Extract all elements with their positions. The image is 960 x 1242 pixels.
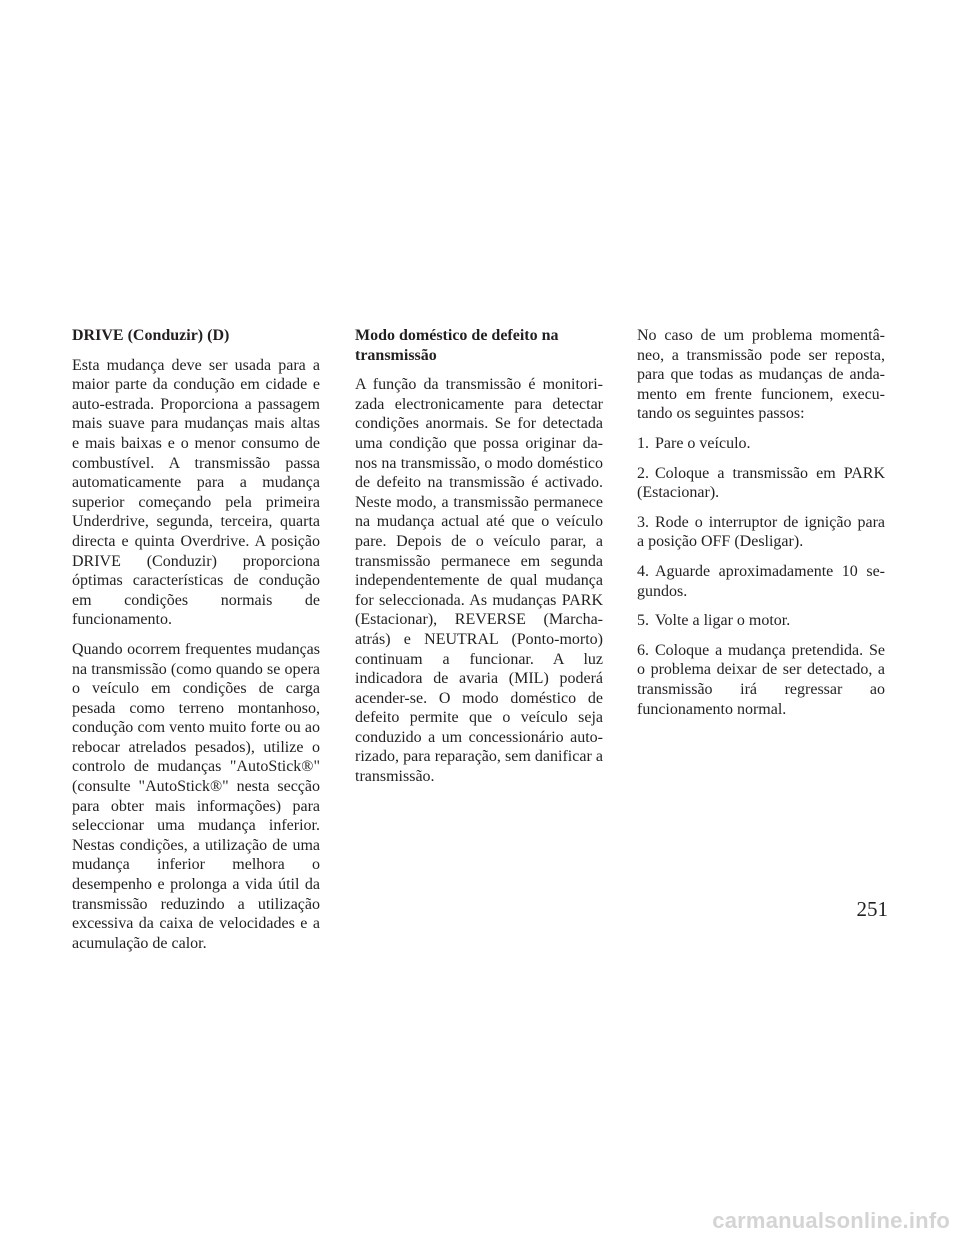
step-item <box>637 641 885 719</box>
drive-paragraph: Esta mudança deve ser usada para a maior parte da condução em cidade e auto-estrada. Proporciona a passagem mais suave para mudanças mais altas e mais baixas e o menor consumo de combustível. A transmissão passa automaticamente para a mudança superior começando pela primeira Underdrive, segunda, terceira, quarta directa e quinta Overdrive. A posição DRIVE (Conduzir) proporciona óptimas características de condução em condições normais de funcionamento. <box>72 356 320 629</box>
step-item <box>637 464 885 503</box>
step-item <box>637 434 885 454</box>
step-text: Coloque a mudança pretendida. Se o problema deixar de ser detectado, a transmissão irá regressar ao funcionamento normal. <box>637 641 885 718</box>
step-text: Pare o veículo. <box>655 434 751 452</box>
watermark-logo[interactable]: carmanualsonline.info <box>712 1208 950 1233</box>
step-text: Volte a ligar o motor. <box>655 612 791 630</box>
left-column <box>72 326 320 963</box>
step-item <box>637 611 885 631</box>
step-item <box>637 562 885 601</box>
step-number: 3. <box>637 513 649 531</box>
step-text: Coloque a transmissão em PARK (Estacionar). <box>637 464 885 502</box>
middle-column <box>355 326 603 797</box>
right-column <box>637 326 885 729</box>
reset-intro-paragraph: No caso de um problema momentâneo, a transmissão pode ser reposta, para que todas as mudanças de andamento em frente funcionem, executando os seguintes passos: <box>637 327 885 423</box>
limp-home-paragraph: A função da transmissão é monitorizada electronicamente para detectar condições anormais. Se for detectada uma condição que possa originar danos na transmissão, o modo doméstico de defeito na transmissão é activado. Neste modo, a transmissão permanece na mudança actual até que o veículo pare. Depois de o veículo parar, a transmissão permanece em segunda independentemente de qual mudança for seleccionada. As mudanças PARK (Estacionar), REVERSE (Marcha-atrás) e NEUTRAL (Ponto-morto) continuam a funcionar. A luz indicadora de avaria (MIL) poderá acender-se. O modo doméstico de defeito permite que o veículo seja conduzido a um concessionário autorizado, para reparação, sem danificar a transmissão. <box>355 376 603 786</box>
limp-home-heading: Modo doméstico de defeito na transmissão <box>355 327 559 364</box>
step-number: 1. <box>637 434 649 452</box>
step-number: 4. <box>637 562 649 580</box>
step-number: 6. <box>637 641 649 659</box>
step-number: 2. <box>637 464 649 482</box>
autostick-paragraph: Quando ocorrem frequentes mudanças na transmissão (como quando se opera o veículo em condições de carga pesada como terreno montanhoso, condução com vento muito forte ou ao rebocar atrelados pesados), utilize o controlo de mudanças "AutoStick®" (consulte "AutoStick®" nesta secção para obter mais informações) para seleccionar uma mudança inferior. Nestas condições, a utilização de uma mudança inferior melhora o desempenho e prolonga a vida útil da transmissão reduzindo a utilização excessiva da caixa de velocidades e a acumulação de calor. <box>72 640 320 952</box>
step-text: Aguarde aproximadamente 10 segundos. <box>637 562 885 600</box>
page-number: 251 <box>856 897 888 921</box>
step-item <box>637 513 885 552</box>
drive-heading: DRIVE (Conduzir) (D) <box>72 327 230 344</box>
step-text: Rode o interruptor de ignição para a posição OFF (Desligar). <box>637 513 885 551</box>
step-number: 5. <box>637 612 649 630</box>
